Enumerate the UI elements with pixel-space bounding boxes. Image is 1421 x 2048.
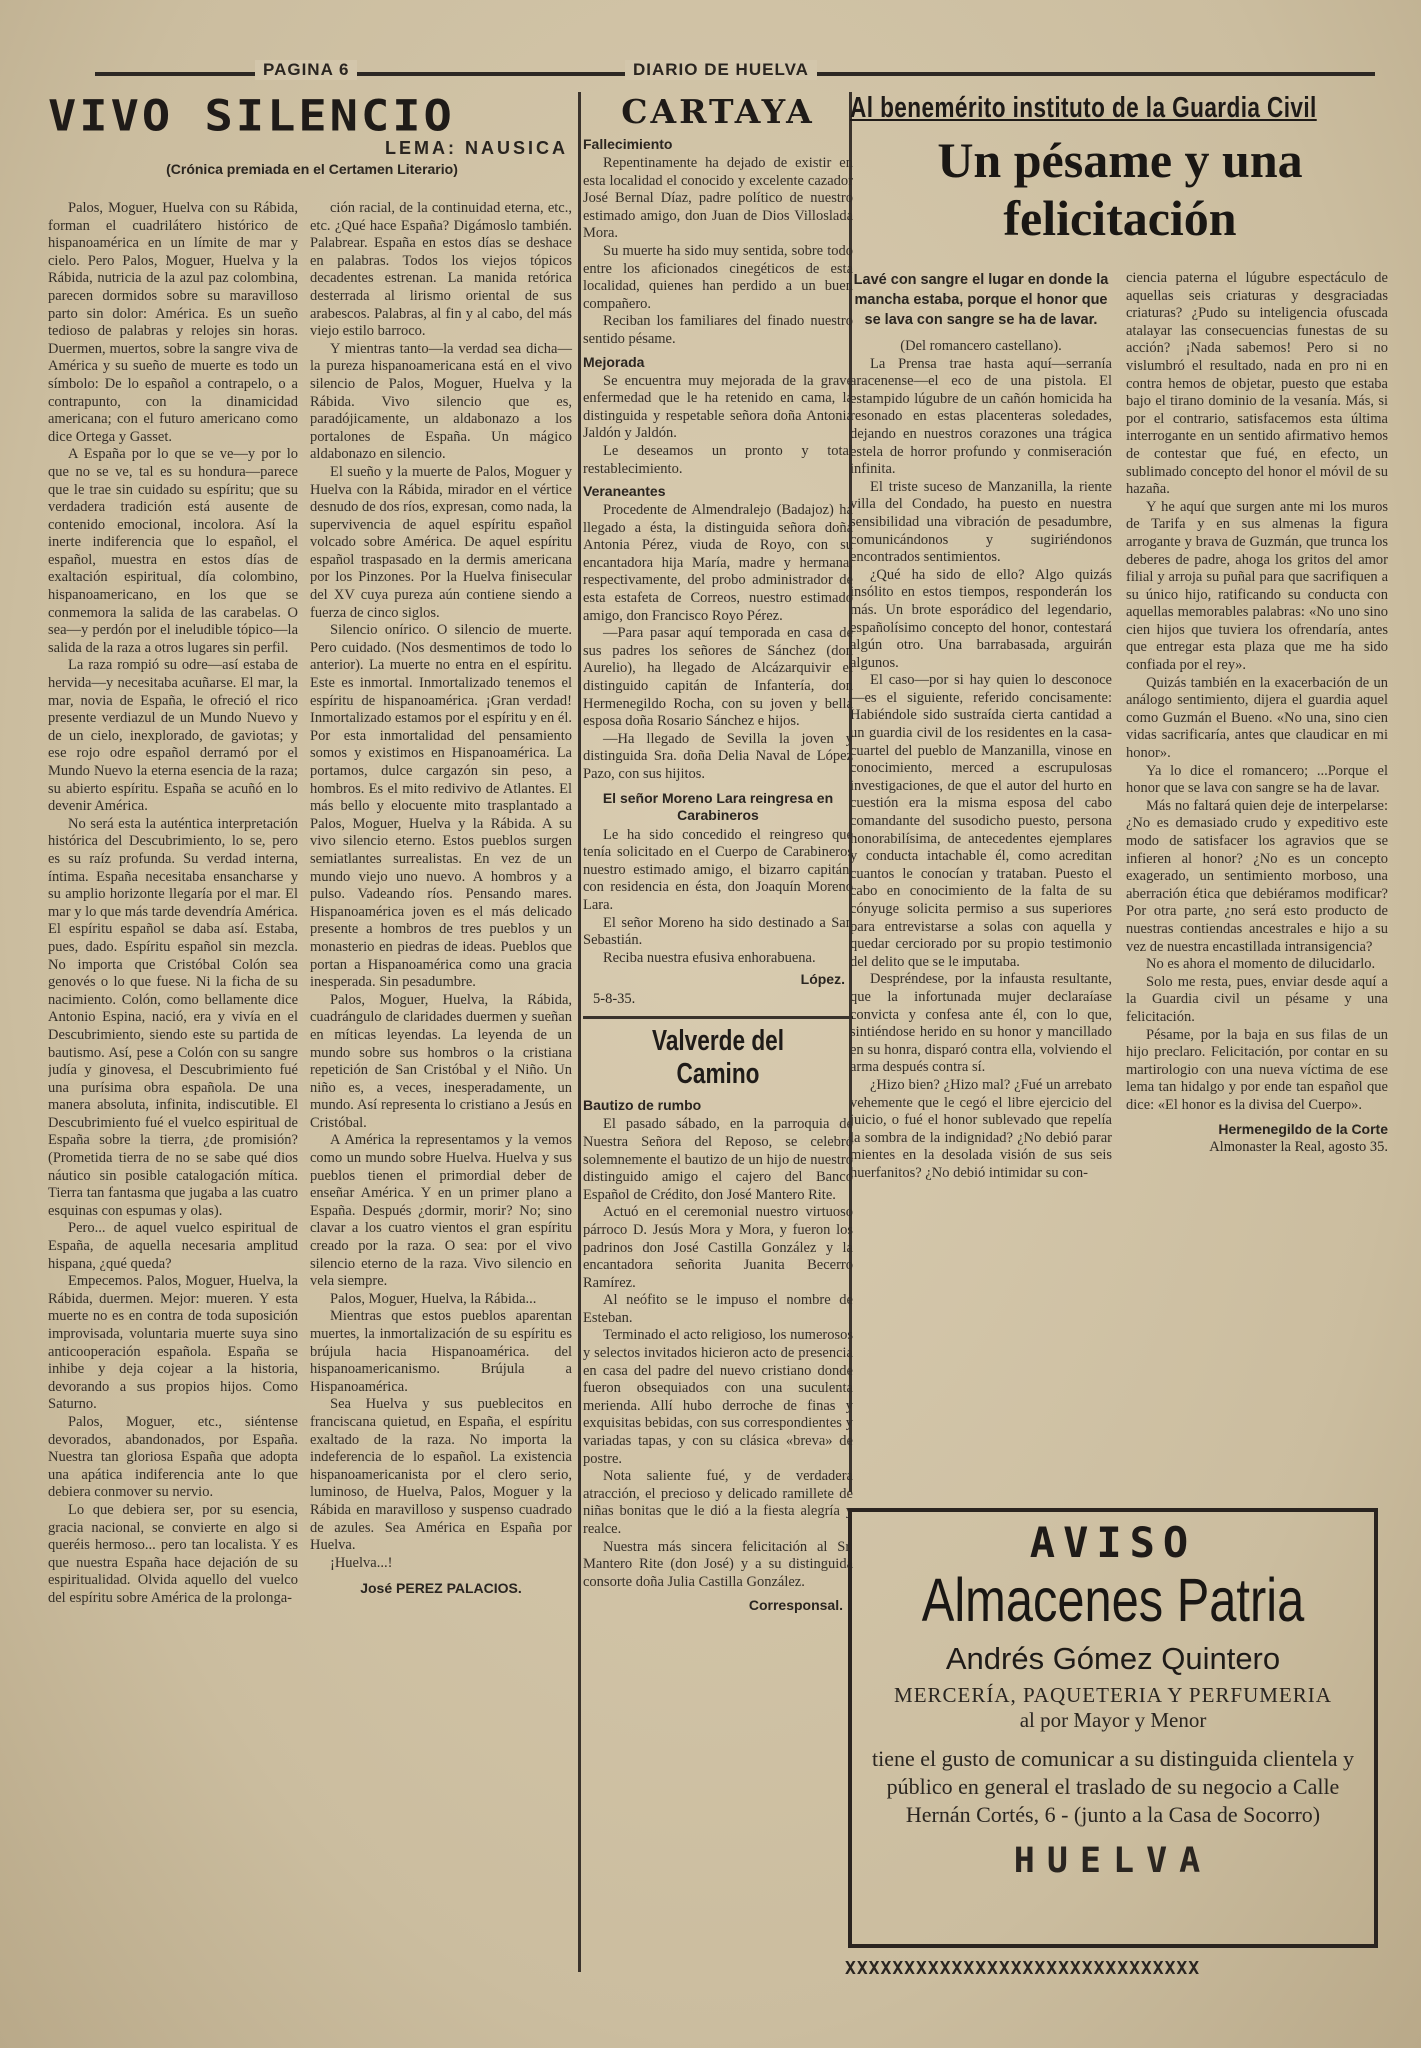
paragraph: Reciban los familiares del finado nuestro sentido pésame. bbox=[583, 313, 853, 347]
paragraph: ¿Qué ha sido de ello? Algo quizás insólito en estos tiempos, responderán los más. Un brote esporádico del legendario, españolísimo concepto del honor, contestará algún otro. Una barrabasada, arguirán algunos. bbox=[850, 566, 1112, 671]
author-signature: José PEREZ PALACIOS. bbox=[360, 1580, 522, 1597]
paragraph: A América la representamos y la vemos como un mundo sobre Huelva. Huelva y sus pueblos tienen el primordial deber de enseñar América. Y en un primer plano a España. Después ¿dormir, morir? No; sino clavar a los cuatro vientos el gran espíritu creado por la raza. O sea: por el vivo silencio eterno de la raza. Vivo silencio en vela siempre. bbox=[310, 1132, 572, 1290]
article-lema: LEMA: NAUSICA bbox=[385, 138, 568, 158]
paragraph: —Ha llegado de Sevilla la joven y distinguida Sra. doña Delia Naval de López Pazo, con sus hijitos. bbox=[583, 730, 853, 782]
correspondent-signature: Corresponsal. bbox=[748, 1597, 843, 1614]
article-guardia-civil bbox=[850, 92, 1390, 1502]
page-number: PAGINA 6 bbox=[255, 60, 357, 80]
paragraph: Solo me resta, pues, enviar desde aquí a la Guardia civil un pésame y una felicitación. bbox=[1126, 973, 1388, 1025]
ad-notice: tiene el gusto de comunicar a su distinguida clientela y público en general el traslado de su negocio a Calle Hernán Cortés, 6 - (junto a la Casa de Socorro) bbox=[871, 1746, 1355, 1827]
dateline: 5-8-35. bbox=[593, 991, 636, 1008]
section-divider bbox=[583, 1016, 853, 1019]
subhead-fallecimiento: Fallecimiento bbox=[583, 136, 673, 152]
article-title: VIVO SILENCIO bbox=[48, 92, 455, 142]
paragraph: Silencio onírico. O silencio de muerte. Pero cuidado. (Nos desmentimos de todo lo anterior). La muerte no entra en el espíritu. Este es inmortal. Inmortalizado tenemos el espíritu de hispanoamérica. ¡Gran verdad! Inmortalizado estamos por el espíritu y en él. Por esta inmortalidad del pensamiento somos y existimos en Hispanoamérica. La portamos, dulce cargazón sin peso, a hombros. Es el mito redivivo de Atlantes. El más bello y elocuente mito trasplantado a Palos, Moguer, Huelva y la Rábida. A su vivo silencio eterno. Estos pueblos surgen semiatlantes surrealistas. En vez de un mundo viejo uno nuevo. A hombros y a pulso. Vadeando ríos. Pensando mares. Hispanoamérica joven es el más delicado presente a hombros de tres pueblos y un monasterio en piedras de ideas. Pueblos que portan a Hispanoamérica como una gracia inesperada. Sin pesadumbre. bbox=[310, 622, 572, 991]
paragraph: Despréndese, por la infausta resultante, que la infortunada mujer declaraíase convicta y confesa ante él, con lo que, sintiéndose herido en su honor y mancillado en su honra, disparó contra ella, volviendo el arma después contra sí. bbox=[850, 971, 1112, 1076]
paragraph: —Para pasar aquí temporada en casa de sus padres los señores de Sánchez (don Aurelio), ha llegado de Alcázarquivir el distinguido capitán de Infantería, don Hermenegildo Rocha, con su joven y bella esposa doña Rosario Sánchez e hijos. bbox=[583, 625, 853, 730]
newspaper-name: DIARIO DE HUELVA bbox=[625, 60, 817, 80]
epigraph: Lavé con sangre el lugar en donde la mancha estaba, porque el honor que se lava con sangre se ha de lavar. bbox=[853, 272, 1109, 328]
paragraph: Palos, Moguer, etc., siéntense devorados, abandonados, por España. Nuestra tan gloriosa España que adopta una apática indiferencia ante lo que debiera conmover su nervio. bbox=[48, 1413, 298, 1501]
paragraph: Terminado el acto religioso, los numerosos y selectos invitados hicieron acto de presencia en casa del padre del nuevo cristiano donde fueron obsequiados con una suculenta merienda. Allí hubo derroche de finas y exquisitas bebidas, con sus correspondientes y variadas tapas, y con su clásica «breva» de postre. bbox=[583, 1327, 853, 1467]
paragraph: Procedente de Almendralejo (Badajoz) ha llegado a ésta, la distinguida señora doña Antonia Pérez, viuda de Royo, con su encantadora hija María, madre y hermana, respectivamente, del probo administrador de esta estafeta de Correos, nuestro estimado amigo, don Francisco Royo Pérez. bbox=[583, 502, 853, 624]
ad-goods: MERCERÍA, PAQUETERIA Y PERFUMERIA bbox=[894, 1683, 1332, 1707]
paragraph: Se encuentra muy mejorada de la grave enfermedad que le ha retenido en cama, la distinguida y respetable señora doña Antonia Jaldón y Jaldón. bbox=[583, 372, 853, 442]
paragraph: El sueño y la muerte de Palos, Moguer y Huelva con la Rábida, mirador en el vértice desnudo de dos ríos, expresan, como nada, la supervivencia de aquel espíritu español volcado sobre América. De aquel espíritu español traspasado en la dermis americana por los Pinzones. Por la Huelva finisecular del XV cuya pureza aún contiene siendo a fuerza de cinco siglos. bbox=[310, 463, 572, 621]
article-kicker: Al benemérito instituto de la Guardia Civil bbox=[850, 92, 1317, 124]
article-vivo-silencio bbox=[48, 92, 576, 1992]
correspondent-signature: López. bbox=[800, 971, 845, 988]
paragraph: El triste suceso de Manzanilla, la riente villa del Condado, ha puesto en nuestra sensibilidad una vibración de pesadumbre, comunicándonos y sugiriéndonos encontrados sentimientos. bbox=[850, 478, 1112, 566]
section-title-cartaya: CARTAYA bbox=[621, 92, 815, 131]
paragraph: El pasado sábado, en la parroquia de Nuestra Señora del Reposo, se celebró solemnemente el bautizo de un hijo de nuestro distinguido amigo el cajero del Banco Español de Crédito, don José Mantero Rite. bbox=[583, 1116, 853, 1203]
ad-owner: Andrés Gómez Quintero bbox=[945, 1641, 1281, 1676]
article-column-1 bbox=[850, 270, 1112, 1183]
ad-store-name: Almacenes Patria bbox=[921, 1566, 1305, 1634]
paragraph: Mientras que estos pueblos aparentan muertes, la inmortalización de su espíritu es brújula hacia Hispanoamérica. del hispanoamericanismo. Brújula a Hispanoamérica. bbox=[310, 1308, 572, 1395]
article-column-2 bbox=[1126, 270, 1388, 1156]
paragraph: (Del romancero castellano). bbox=[900, 338, 1062, 354]
paragraph: La raza rompió su odre—así estaba de hervida—y necesitaba acuñarse. El mar, la mar, novia de España, le ofreció el rico presente verdiazul de un Mundo Nuevo y de un cielo, inexplorado, de gaviotas; y ese rojo odre español derramó por el Mundo Nuevo la eterna esencia de la raza; su abierto espíritu. España se acuñó en lo devenir América. bbox=[48, 657, 298, 815]
paragraph: Ya lo dice el romancero; ...Porque el honor que se lava con sangre se ha de lavar. bbox=[1126, 762, 1388, 797]
paragraph: A España por lo que se ve—y por lo que no se ve, tal es su hondura—parece que le trae sin cuidado su espíritu; que su verdadera tradición está ausente de contenido emocional, incolora. Así la inerte indiferencia que lo español, el español, muestra en estos días de exaltación espiritual, día colombino, hispanoamericano, en los que se conmemora la salida de las carabelas. O sea—y perdón por el ineludible tópico—la salida de la raza a otros lugares sin perfil. bbox=[48, 446, 298, 656]
paragraph: No será esta la auténtica interpretación histórica del Descubrimiento, lo se, pero es su raíz profunda. Su verdad interna, íntima. España necesitaba ensancharse y su amplio horizonte llegaría por el mar. El mar y lo que más tarde devendría América. El espíritu español se daba así. Estaba, pues, dado. Espíritu español sin mezcla. No importa que Cristóbal Colón sea genovés o lo que fuese. Ni la ficha de su nacimiento. Colón, como bellamente dice Antonio Espina, nació, era y vivía en el Descubrimiento, siendo este su partida de bautismo. Así, pese a Colón con su sangre judía y ginovesa, el Descubrimiento fué una purísima obra española. De una manera absoluta, infinita, indiscutible. El Descubrimiento fué el vuelco espiritual de España sobre la tierra, ¿de promisión? (Prometida tierra de no se sabe qué dios náutico sin posible catalogación mítica. Tierra tan fantasma que jugaba a las cuatro esquinas con espumas y olas). bbox=[48, 815, 298, 1219]
paragraph: Lo que debiera ser, por su esencia, gracia nacional, se convierte en algo si queréis hermoso... pero tan localista. Y es que nuestra España hace dejación de su espiritualidad. Olvida aquello del vuelco del espíritu sobre América de la prolonga- bbox=[48, 1501, 298, 1606]
paragraph: Su muerte ha sido muy sentida, sobre todo entre los aficionados cinegéticos de esta localidad, quienes han perdido a un buen compañero. bbox=[583, 242, 853, 312]
paragraph: No es ahora el momento de dilucidarlo. bbox=[1146, 956, 1376, 973]
ad-city: HUELVA bbox=[1013, 1841, 1213, 1881]
dateline: Almonaster la Real, agosto 35. bbox=[1209, 1138, 1388, 1155]
article-column-1 bbox=[48, 200, 298, 1608]
section-title-valverde: Valverde del Camino bbox=[651, 1025, 785, 1091]
paragraph: Pésame, por la baja en sus filas de un hijo preclaro. Felicitación, por contar en su martirologio con una nueva víctima de ese lema tan hidalgo y por ende tan español que dice: «El honor es la divisa del Cuerpo». bbox=[1126, 1026, 1388, 1113]
ad-heading: AVISO bbox=[1029, 1518, 1197, 1567]
article-subtitle: (Crónica premiada en el Certamen Literario) bbox=[166, 161, 458, 177]
subhead-mejorada: Mejorada bbox=[583, 353, 645, 370]
paragraph: Nuestra más sincera felicitación al Sr. Mantero Rite (don José) y a su distinguida consorte doña Julia Castilla González. bbox=[583, 1538, 853, 1590]
article-column-2 bbox=[310, 200, 572, 1596]
paragraph: Nota saliente fué, y de verdadera atracción, el precioso y delicado ramillete de niñas bonitas que le dió a la fiesta alegría y realce. bbox=[583, 1468, 853, 1537]
advertisement-box bbox=[848, 1508, 1378, 1948]
paragraph: Y he aquí que surgen ante mi los muros de Tarifa y en sus almenas la figura arrogante y brava de Guzmán, que trunca los deberes de padre, ahoga los gritos del amor filial y arroja su puñal para que sacrifiquen a su único hijo, ratificando su conducta con aquellas memorables palabras: «No uno sino cien hijos que tuviera los ofrendaría, antes que entregar esta plaza que me ha sido confiada por el rey». bbox=[1126, 498, 1388, 674]
paragraph: Le ha sido concedido el reingreso que tenía solicitado en el Cuerpo de Carabineros nuestro estimado amigo, el bizarro capitán, con residencia en ésta, don Joaquín Moreno Lara. bbox=[583, 826, 853, 913]
subhead-moreno-lara: El señor Moreno Lara reingresa en Carabineros bbox=[602, 789, 834, 823]
article-title: Un pésame y una felicitación bbox=[937, 132, 1303, 246]
paragraph: Palos, Moguer, Huelva, la Rábida... bbox=[330, 1290, 537, 1307]
author-signature: Hermenegildo de la Corte bbox=[1218, 1120, 1388, 1137]
subhead-bautizo: Bautizo de rumbo bbox=[583, 1097, 702, 1114]
paragraph: Al neófito se le impuso el nombre de Esteban. bbox=[583, 1292, 853, 1326]
paragraph: Palos, Moguer, Huelva con su Rábida, forman el cuadrilátero histórico de hispanoamérica en un límite de mar y cielo. Pero Palos, Moguer, Huelva y la Rábida, nutricia de la azul paz colombina, parecen dormidos sobre su maravilloso parto sin dolor: América. Es un sueño tedioso de palabras y relojes sin horas. Duermen, muertos, sobre la sangre viva de América y su sueño de muerte es todo un símbolo: De lo español a contrapelo, o a contrapunto, con la dinamicidad americana; con el futuro americano como dice Ortega y Gasset. bbox=[48, 200, 298, 445]
paragraph: Empecemos. Palos, Moguer, Huelva, la Rábida, duermen. Mejor: mueren. Y esta muerte no es en contra de toda suposición improvisada, voluntaria muerte suya sino anticooperación española. España se inhibe y deja cojear a la historia, devorando a sus propios hijos. Como Saturno. bbox=[48, 1273, 298, 1413]
paragraph: Pero... de aquel vuelco espiritual de España, de aquella necesaria amplitud hispana, ¿qué queda? bbox=[48, 1220, 298, 1272]
paragraph: Reciba nuestra efusiva enhorabuena. bbox=[603, 949, 816, 966]
subhead-veraneantes: Veraneantes bbox=[583, 483, 666, 500]
paragraph: Palos, Moguer, Huelva, la Rábida, cuadrángulo de claridades duermen y sueñan en míticas leyendas. La leyenda de un mundo sobre sus hombros o la cristiana repetición de San Cristóbal y el Niño. Un niño es, a veces, inesperadamente, un mundo. Así representa lo cristiano a Jesús en Cristóbal. bbox=[310, 991, 572, 1131]
page-header bbox=[95, 58, 1375, 88]
paragraph: Le deseamos un pronto y total restablecimiento. bbox=[583, 442, 853, 477]
paragraph: Actuó en el ceremonial nuestro virtuoso párroco D. Jesús Mora y Mora, y fueron los padrinos don José Castilla González y la encantadora señorita Juanita Becerro Ramírez. bbox=[583, 1204, 853, 1291]
paragraph: El caso—por si hay quien lo desconoce—es el siguiente, referido concisamente: Habiéndole sido sustraída cierta cantidad a un guardia civil de los residentes en la casa-cuartel del pueblo de Manzanilla, vinose en conocimiento, merced a escrupulosas investigaciones, de que el autor del hurto en cuestión era la misma esposa del cabo comandante del susodicho puesto, persona honorabilísima, de antecedentes ejemplares y conducta intachable él, como acreditan cuantos le conocían y trataban. Puesto el cabo en conocimiento de la falta de su cónyuge solicita permiso a sus superiores para entrevistarse a solas con aquella y quedar cerciorado por su propio testimonio del delito que se le imputaba. bbox=[850, 672, 1112, 970]
paragraph: Repentinamente ha dejado de existir en esta localidad el conocido y excelente cazador José Bernal Díaz, padre político de nuestro estimado amigo, don Juan de Dios Villoslada Mora. bbox=[583, 155, 853, 242]
paragraph: El señor Moreno ha sido destinado a San Sebastián. bbox=[583, 914, 853, 949]
paragraph: ciencia paterna el lúgubre espectáculo de aquellas seis criaturas y desgraciadas criaturas? ¿Pudo su inteligencia ofuscada atalayar las consecuencias funestas de su acción? ¡Nada sabemos! Pero si no vislumbró el resultado, nada en pro ni en contra hemos de objetar, puesto que estaba bajo el tirano dominio de la vesanía. Más, si por el contrario, satisfacemos esta última interrogante en un sentido afirmativo hemos de contestar que fué, en efecto, un sublimado concepto del honor el móvil de su hazaña. bbox=[1126, 270, 1388, 498]
decorative-x-border: XXXXXXXXXXXXXXXXXXXXXXXXXXXXXX bbox=[845, 1958, 1201, 1979]
paragraph: Más no faltará quien deje de interpelarse: ¿No es demasiado crudo y expeditivo este modo de satisfacer los agravios que se infieren al honor? ¿No es un concepto exagerado, un sentimiento morboso, una aberración ética que debiéramos modificar? Por otra parte, ¿no será esto producto de nuestras contiendas ancestrales e hijo a su vez de nuestra encastillada intransigencia? bbox=[1126, 797, 1388, 955]
column-divider bbox=[578, 92, 581, 1972]
local-news-column bbox=[583, 92, 853, 1992]
paragraph: La Prensa trae hasta aquí—serranía aracenense—el eco de una pistola. El estampido lúgubre de un cañón homicida ha resonado en estas placenteras soledades, dejando en nuestros corazones una trágica estela de horror profundo y conmiseración infinita. bbox=[850, 355, 1112, 478]
paragraph: ción racial, de la continuidad eterna, etc., etc. ¿Qué hace España? Digámoslo también. Palabrear. España en estos días se deshace en palabras. Todos los viejos tópicos decadentes estrenan. La manida retórica desterrada al lirismo oriental de sus arabescos. Palabras, al fin y al cabo, del más viejo estilo barroco. bbox=[310, 200, 572, 340]
paragraph: Y mientras tanto—la verdad sea dicha—la pureza hispanoamericana está en el vivo silencio de Palos, Moguer, Huelva y la Rábida. Vivo silencio que es, paradójicamente, un aldabonazo a los portalones de España. Un mágico aldabonazo en silencio. bbox=[310, 340, 572, 463]
paragraph: ¿Hizo bien? ¿Hizo mal? ¿Fué un arrebato vehemente que le cegó el libre ejercicio del juicio, o fué el honor sublevado que repelía la sombra de la indignidad? ¿No debió parar mientes en la desolada visión de sus seis huerfanitos? ¿No debió intimidar su con- bbox=[850, 1076, 1112, 1181]
paragraph: Quizás también en la exacerbación de un análogo sentimiento, dijera el guardia aquel como Guzmán el Bueno. «No una, sino cien vidas sacrificaría, antes que claudicar en mi honor». bbox=[1126, 674, 1388, 762]
paragraph: Sea Huelva y sus pueblecitos en franciscana quietud, en España, el espíritu exaltado de la raza. No importa la indeferencia de lo español. La existencia hispanoamericanista por el clero serio, luminoso, de Huelva, Palos, Moguer y la Rábida en maravilloso y suspenso cuadrado de azules. Sea América en España por Huelva. bbox=[310, 1396, 572, 1554]
ad-wholesale: al por Mayor y Menor bbox=[1019, 1708, 1207, 1732]
paragraph: ¡Huelva...! bbox=[330, 1554, 393, 1571]
